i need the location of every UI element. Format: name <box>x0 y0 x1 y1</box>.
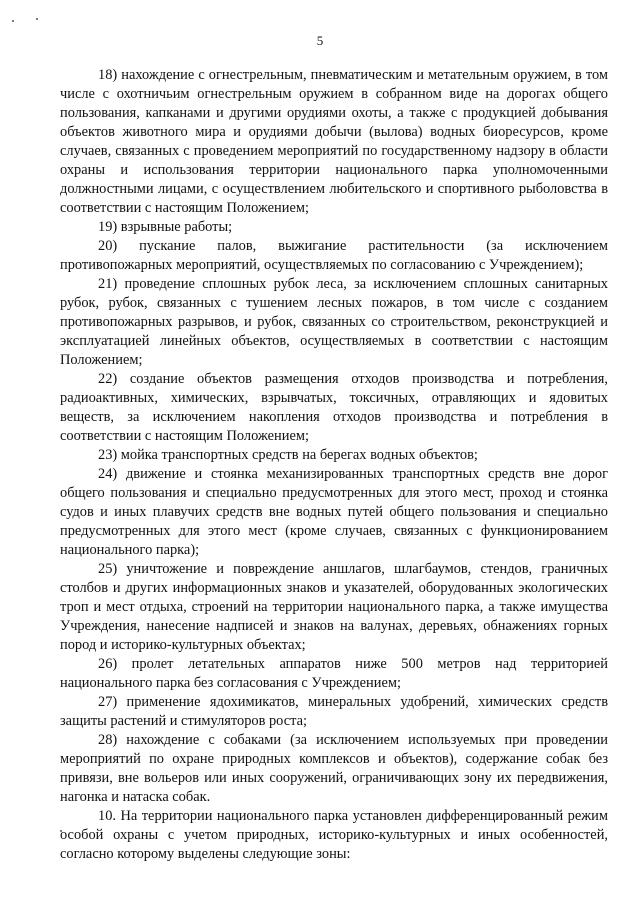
paragraph-item-27: 27) применение ядохимикатов, минеральных удобрений, химических средств защиты растений и стимуляторов роста; <box>60 694 608 729</box>
paragraph-item-28: 28) нахождение с собаками (за исключением используемых при проведении мероприятий по охране природных комплексов и объектов), содержание собак без привязи, вне вольеров или иных сооружений, ограничивающих зону их передвижения, нагонка и натаска собак. <box>60 732 608 805</box>
paragraph-item-22: 22) создание объектов размещения отходов производства и потребления, радиоактивных, химических, взрывчатых, токсичных, отравляющих и ядовитых веществ, за исключением накопления отходов производства и потребления в соответствии с настоящим Положением; <box>60 371 608 444</box>
scan-speck <box>36 18 38 20</box>
paragraph-item-18: 18) нахождение с огнестрельным, пневматическим и метательным оружием, в том числе с охотничьим огнестрельным оружием в собранном виде на дорогах общего пользования, капканами и другими орудиями охоты, а также с продукцией добывания объектов животного мира и орудиями добычи (вылова) водных биоресурсов, кроме случаев, связанных с проведением мероприятий по государственному надзору в области охраны и использования территории национального парка уполномоченными должностными лицами, с осуществлением любительского и спортивного рыболовства в соответствии с настоящим Положением; <box>60 67 608 216</box>
paragraph-item-20: 20) пускание палов, выжигание растительности (за исключением противопожарных мероприятий, осуществляемых по согласованию с Учреждением); <box>60 238 608 273</box>
scan-speck <box>12 20 14 22</box>
paragraph-item-19: 19) взрывные работы; <box>98 219 233 235</box>
paragraph-item-25: 25) уничтожение и повреждение аншлагов, шлагбаумов, стендов, граничных столбов и других информационных знаков и указателей, оборудованных экологических троп и мест отдыха, строений на территории национального парка, а также имущества Учреждения, нанесение надписей и знаков на валунах, деревьях, обнажениях горных пород и историко-культурных объектах; <box>60 561 608 653</box>
paragraph-item-24: 24) движение и стоянка механизированных транспортных средств вне дорог общего пользования и специально предусмотренных для этого мест, проход и стоянка судов и иных плавучих средств вне водных путей общего пользования и специально предусмотренных для этого мест (кроме случаев, связанных с функционированием национального парка); <box>60 466 608 558</box>
document-body <box>60 66 608 864</box>
paragraph-item-26: 26) пролет летательных аппаратов ниже 500 метров над территорией национального парка без согласования с Учреждением; <box>60 656 608 691</box>
paragraph-item-23: 23) мойка транспортных средств на берегах водных объектов; <box>98 447 478 463</box>
paragraph-item-21: 21) проведение сплошных рубок леса, за исключением сплошных санитарных рубок, рубок, связанных с тушением лесных пожаров, в том числе с созданием противопожарных разрывов, и рубок, связанных со строительством, реконструкцией и эксплуатацией линейных объектов, осуществляемых в соответствии с настоящим Положением; <box>60 276 608 368</box>
paragraph-section-10: 10. На территории национального парка установлен дифференцированный режим особой охраны с учетом природных, историко-культурных и иных особенностей, согласно которому выделены следующие зоны: <box>60 808 608 862</box>
page-number: 5 <box>316 33 324 48</box>
